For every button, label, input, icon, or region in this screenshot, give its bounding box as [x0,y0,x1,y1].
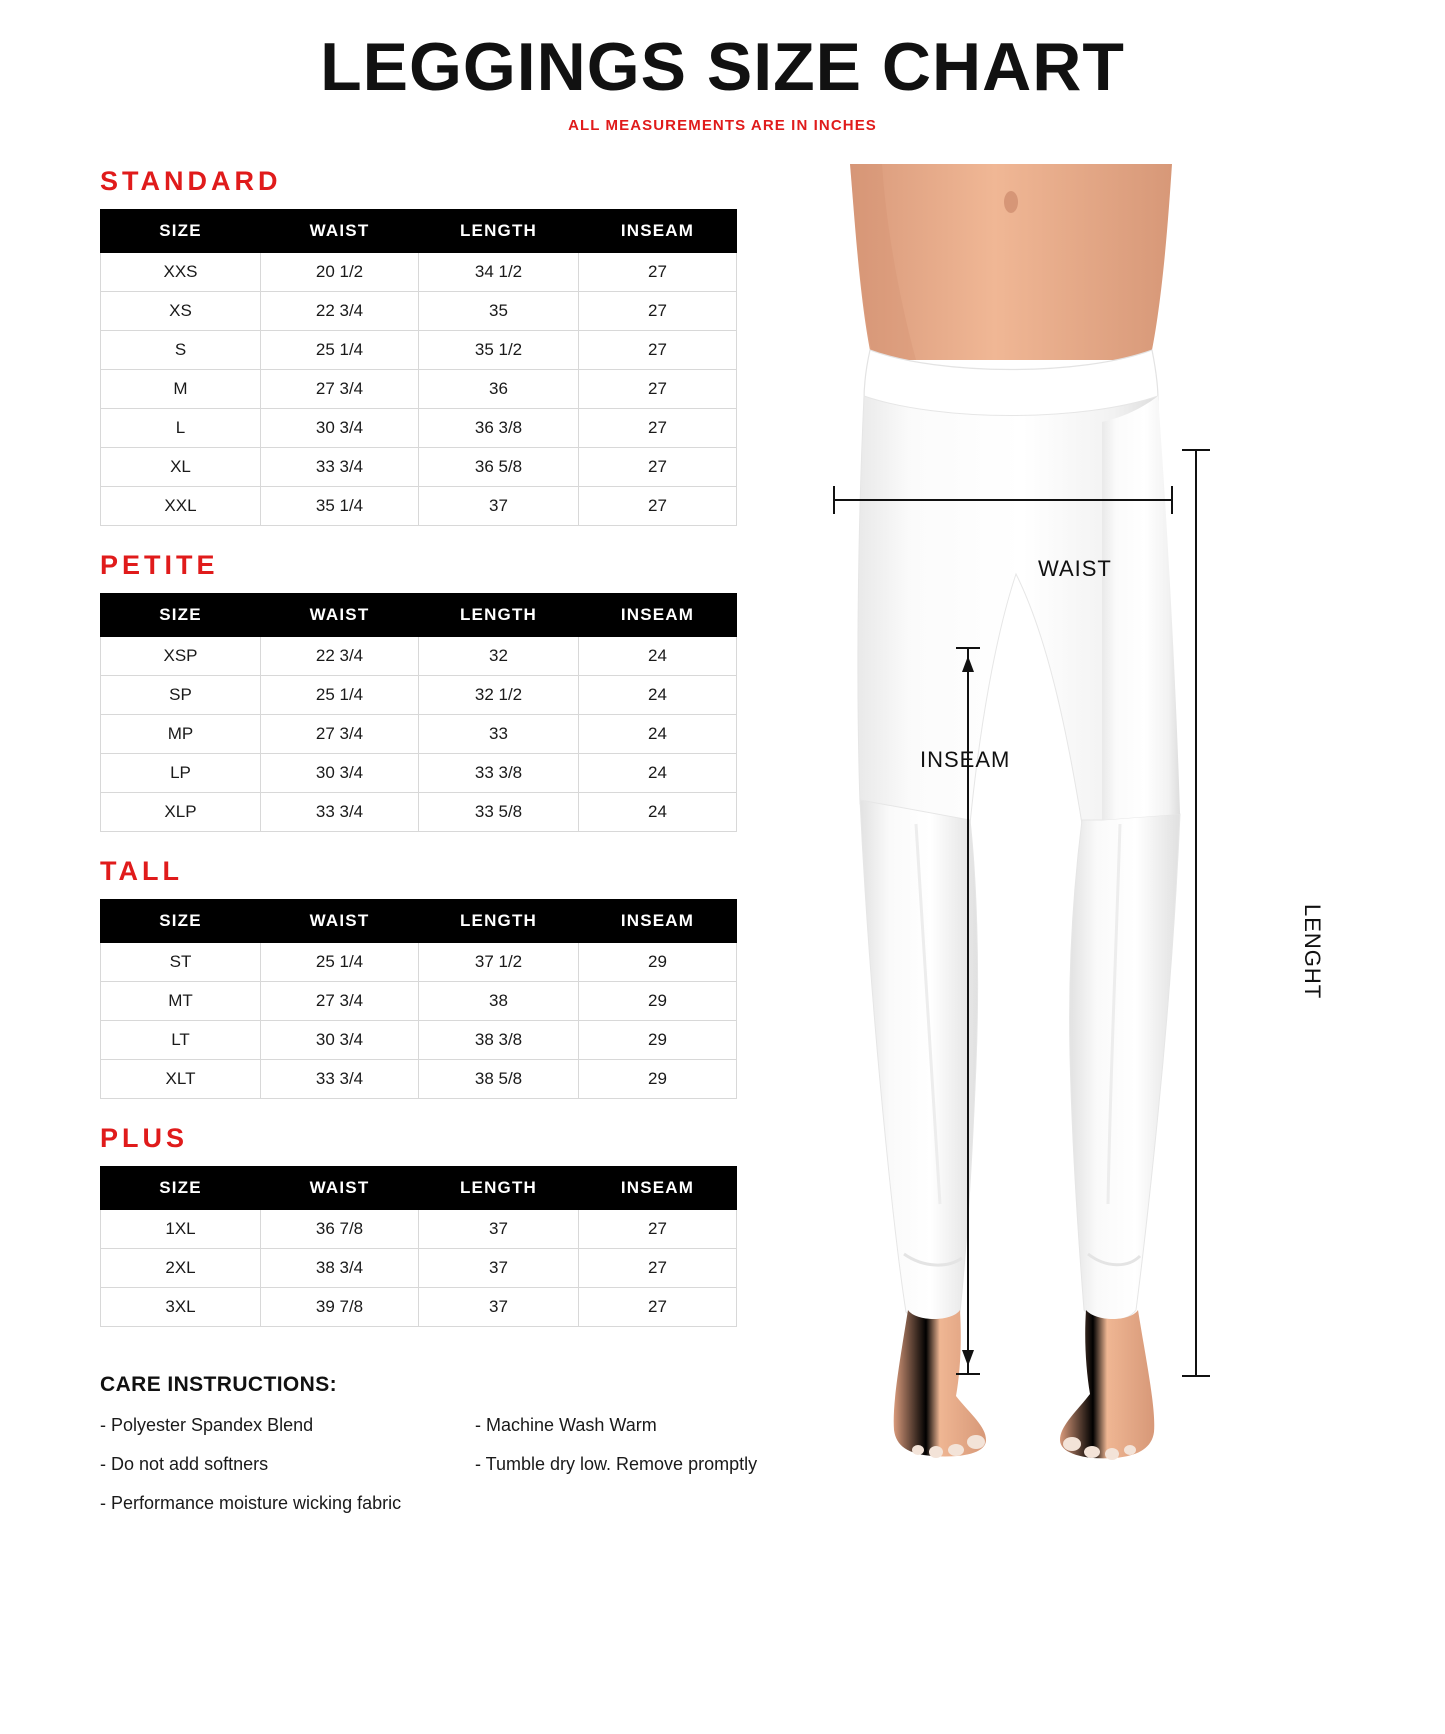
cell-length: 37 [419,1210,579,1249]
length-label: LENGHT [1300,904,1325,1000]
cell-length: 37 [419,1288,579,1327]
toe-nail [1124,1445,1136,1455]
cell-inseam: 24 [579,715,737,754]
cell-size: 2XL [101,1249,261,1288]
table-row [101,715,737,754]
cell-length: 35 1/2 [419,331,579,370]
cell-length: 33 3/8 [419,754,579,793]
care-item: - Machine Wash Warm [475,1415,657,1436]
column-header-size: SIZE [101,594,261,637]
length-measure-line [1182,450,1210,1376]
cell-length: 35 [419,292,579,331]
column-header-length: LENGTH [419,900,579,943]
toe-nail [929,1446,943,1458]
column-header-inseam: INSEAM [579,594,737,637]
toe-nail [1105,1448,1119,1460]
cell-inseam: 27 [579,409,737,448]
toe-nail [1084,1446,1100,1458]
section-standard [100,166,820,526]
cell-size: XL [101,448,261,487]
column-header-inseam: INSEAM [579,900,737,943]
cell-length: 32 1/2 [419,676,579,715]
cell-inseam: 27 [579,487,737,526]
column-header-length: LENGTH [419,210,579,253]
table-row [101,754,737,793]
cell-waist: 35 1/4 [261,487,419,526]
content-area [0,134,1445,1594]
cell-inseam: 27 [579,1210,737,1249]
column-header-inseam: INSEAM [579,210,737,253]
care-column-2 [475,1415,757,1532]
cell-waist: 33 3/4 [261,1060,419,1099]
cell-length: 36 3/8 [419,409,579,448]
column-header-length: LENGTH [419,1167,579,1210]
table-row [101,1288,737,1327]
cell-inseam: 27 [579,253,737,292]
section-title-petite: PETITE [100,550,219,581]
section-tall [100,856,820,1099]
table-row [101,331,737,370]
cell-waist: 38 3/4 [261,1249,419,1288]
cell-size: MP [101,715,261,754]
cell-size: MT [101,982,261,1021]
section-petite [100,550,820,832]
cell-waist: 22 3/4 [261,637,419,676]
cell-waist: 30 3/4 [261,1021,419,1060]
cell-size: ST [101,943,261,982]
column-header-size: SIZE [101,900,261,943]
care-item: - Performance moisture wicking fabric [100,1493,402,1514]
model-figure-svg [820,164,1445,1594]
leggings-illustration [820,164,1445,1594]
cell-size: XXS [101,253,261,292]
cell-size: XLP [101,793,261,832]
care-grid [100,1415,820,1532]
cell-length: 37 [419,1249,579,1288]
column-header-size: SIZE [101,1167,261,1210]
cell-length: 32 [419,637,579,676]
illustration-column [820,134,1445,1594]
cell-inseam: 24 [579,676,737,715]
cell-length: 36 [419,370,579,409]
column-header-waist: WAIST [261,900,419,943]
cell-waist: 30 3/4 [261,754,419,793]
cell-length: 36 5/8 [419,448,579,487]
cell-waist: 25 1/4 [261,331,419,370]
cell-size: LT [101,1021,261,1060]
column-header-waist: WAIST [261,210,419,253]
table-header-row [101,210,737,253]
cell-inseam: 27 [579,331,737,370]
cell-size: XXL [101,487,261,526]
cell-waist: 27 3/4 [261,982,419,1021]
cell-size: S [101,331,261,370]
cell-waist: 27 3/4 [261,715,419,754]
page-subtitle: ALL MEASUREMENTS ARE IN INCHES [568,117,877,135]
navel-detail [1004,191,1018,213]
cell-waist: 30 3/4 [261,409,419,448]
section-title-tall: TALL [100,856,183,887]
table-row [101,1021,737,1060]
care-title: CARE INSTRUCTIONS: [100,1373,338,1397]
foot-right [1060,1310,1154,1458]
tables-column [0,134,820,1594]
table-row [101,292,737,331]
cell-waist: 22 3/4 [261,292,419,331]
size-table-standard [100,209,737,526]
table-row [101,448,737,487]
cell-waist: 20 1/2 [261,253,419,292]
cell-inseam: 27 [579,1249,737,1288]
cell-length: 38 [419,982,579,1021]
cell-inseam: 24 [579,754,737,793]
table-row [101,1210,737,1249]
toe-nail [948,1444,964,1456]
table-row [101,487,737,526]
cell-waist: 33 3/4 [261,448,419,487]
care-item: - Tumble dry low. Remove promptly [475,1454,758,1475]
waist-label: WAIST [1038,556,1112,582]
cell-inseam: 27 [579,370,737,409]
size-table-tall [100,899,737,1099]
table-header-row [101,594,737,637]
cell-inseam: 27 [579,448,737,487]
table-row [101,370,737,409]
cell-size: 1XL [101,1210,261,1249]
cell-length: 37 1/2 [419,943,579,982]
cell-waist: 39 7/8 [261,1288,419,1327]
cell-size: SP [101,676,261,715]
cell-size: LP [101,754,261,793]
cell-waist: 27 3/4 [261,370,419,409]
column-header-length: LENGTH [419,594,579,637]
cell-inseam: 29 [579,982,737,1021]
cell-size: L [101,409,261,448]
cell-length: 33 5/8 [419,793,579,832]
cell-inseam: 29 [579,943,737,982]
column-header-inseam: INSEAM [579,1167,737,1210]
cell-inseam: 29 [579,1060,737,1099]
cell-inseam: 27 [579,1288,737,1327]
care-instructions [100,1373,820,1532]
cell-length: 37 [419,487,579,526]
cell-size: M [101,370,261,409]
size-table-petite [100,593,737,832]
cell-size: XLT [101,1060,261,1099]
cell-size: 3XL [101,1288,261,1327]
table-row [101,1060,737,1099]
section-plus [100,1123,820,1327]
cell-waist: 36 7/8 [261,1210,419,1249]
table-row [101,943,737,982]
care-item: - Do not add softners [100,1454,269,1475]
table-row [101,637,737,676]
table-row [101,982,737,1021]
column-header-waist: WAIST [261,594,419,637]
care-column-1 [100,1415,475,1532]
cell-waist: 33 3/4 [261,793,419,832]
page-header [0,0,1445,134]
column-header-waist: WAIST [261,1167,419,1210]
toe-nail [912,1445,924,1455]
inseam-label: INSEAM [920,747,1011,773]
cell-length: 38 3/8 [419,1021,579,1060]
toe-nail [1063,1437,1081,1451]
cell-inseam: 24 [579,637,737,676]
cell-size: XS [101,292,261,331]
size-table-plus [100,1166,737,1327]
table-row [101,793,737,832]
cell-length: 38 5/8 [419,1060,579,1099]
table-row [101,253,737,292]
column-header-size: SIZE [101,210,261,253]
cell-waist: 25 1/4 [261,943,419,982]
table-row [101,676,737,715]
cell-waist: 25 1/4 [261,676,419,715]
cell-inseam: 27 [579,292,737,331]
cell-inseam: 29 [579,1021,737,1060]
section-title-standard: STANDARD [100,166,282,197]
cell-length: 33 [419,715,579,754]
legging-right-thigh [1102,396,1180,820]
toe-nail [967,1435,985,1449]
table-row [101,409,737,448]
table-header-row [101,1167,737,1210]
legging-leg-right [1070,814,1180,1321]
table-row [101,1249,737,1288]
section-title-plus: PLUS [100,1123,189,1154]
care-item: - Polyester Spandex Blend [100,1415,314,1436]
cell-size: XSP [101,637,261,676]
foot-left [894,1310,986,1456]
cell-length: 34 1/2 [419,253,579,292]
table-header-row [101,900,737,943]
cell-inseam: 24 [579,793,737,832]
page-title: LEGGINGS SIZE CHART [320,29,1125,105]
